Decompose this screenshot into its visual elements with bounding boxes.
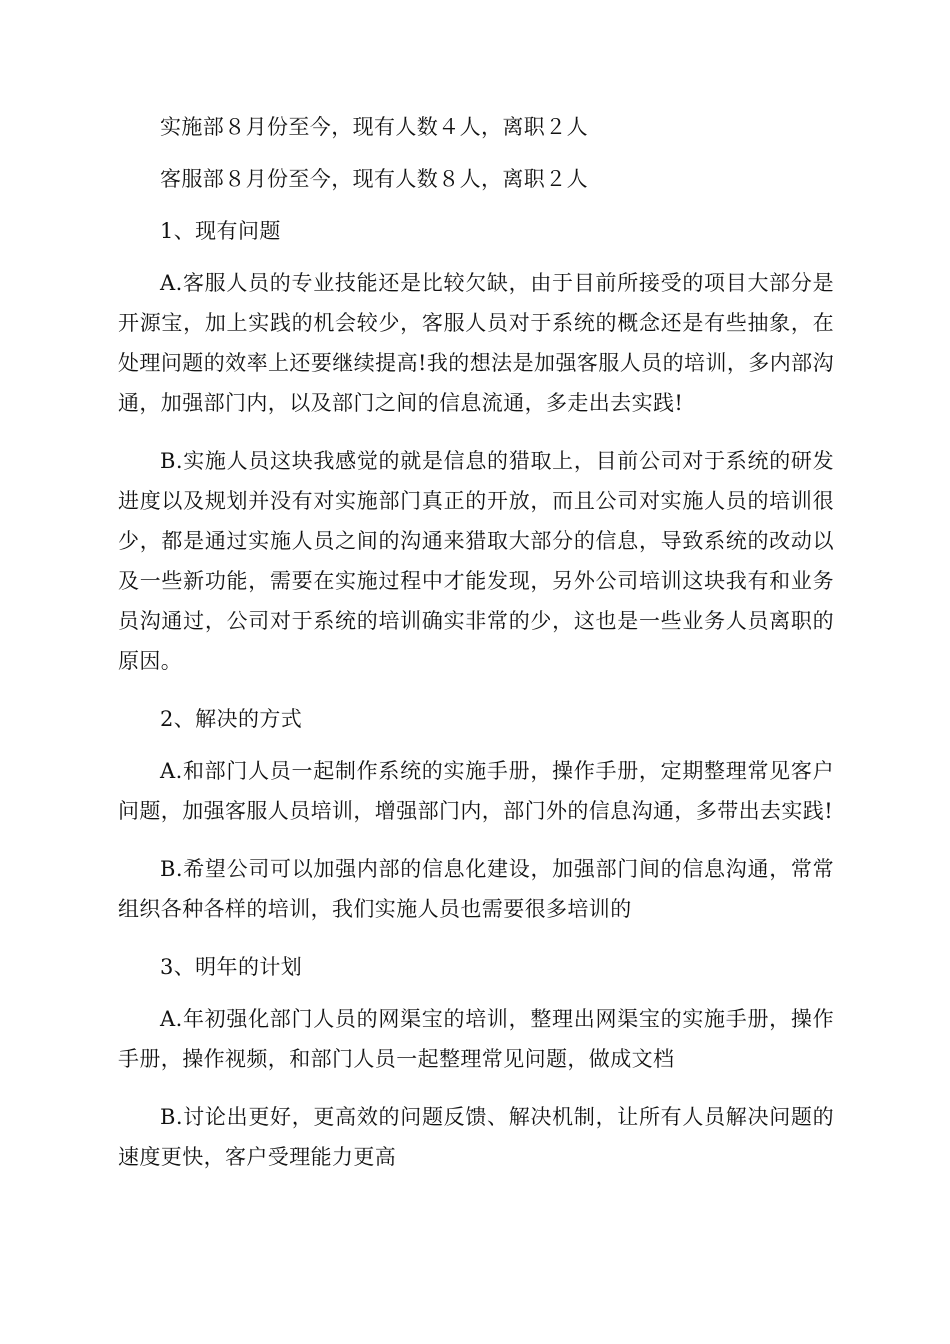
document-body bbox=[118, 107, 834, 1195]
section-heading-current-issues: 1、现有问题 bbox=[160, 219, 281, 243]
staff-summary-implementation: 实施部８月份至今，现有人数４人，离职２人 bbox=[160, 115, 588, 139]
solution-paragraph-a: A.和部门人员一起制作系统的实施手册，操作手册，定期整理常见客户问题，加强客服人员培训，增强部门内，部门外的信息沟通，多带出去实践! bbox=[118, 759, 834, 823]
plan-paragraph-a: A.年初强化部门人员的网渠宝的培训，整理出网渠宝的实施手册，操作手册，操作视频，和部门人员一起整理常见问题，做成文档 bbox=[118, 1007, 834, 1071]
issue-paragraph-a: A.客服人员的专业技能还是比较欠缺，由于目前所接受的项目大部分是开源宝，加上实践的机会较少，客服人员对于系统的概念还是有些抽象，在处理问题的效率上还要继续提高!我的想法是加强客服人员的培训，多内部沟通，加强部门内，以及部门之间的信息流通，多走出去实践! bbox=[118, 271, 834, 415]
issue-paragraph-b: B.实施人员这块我感觉的就是信息的猎取上，目前公司对于系统的研发进度以及规划并没有对实施部门真正的开放，而且公司对实施人员的培训很少，都是通过实施人员之间的沟通来猎取大部分的信息，导致系统的改动以及一些新功能，需要在实施过程中才能发现，另外公司培训这块我有和业务员沟通过，公司对于系统的培训确实非常的少，这也是一些业务人员离职的原因。 bbox=[118, 449, 834, 673]
section-heading-solutions: 2、解决的方式 bbox=[160, 707, 303, 731]
plan-paragraph-b: B.讨论出更好，更高效的问题反馈、解决机制，让所有人员解决问题的速度更快，客户受理能力更高 bbox=[118, 1105, 834, 1169]
staff-summary-customer-service: 客服部８月份至今，现有人数８人，离职２人 bbox=[160, 167, 588, 191]
solution-paragraph-b: B.希望公司可以加强内部的信息化建设，加强部门间的信息沟通，常常组织各种各样的培训，我们实施人员也需要很多培训的 bbox=[118, 857, 834, 921]
section-heading-next-year-plan: 3、明年的计划 bbox=[160, 955, 303, 979]
